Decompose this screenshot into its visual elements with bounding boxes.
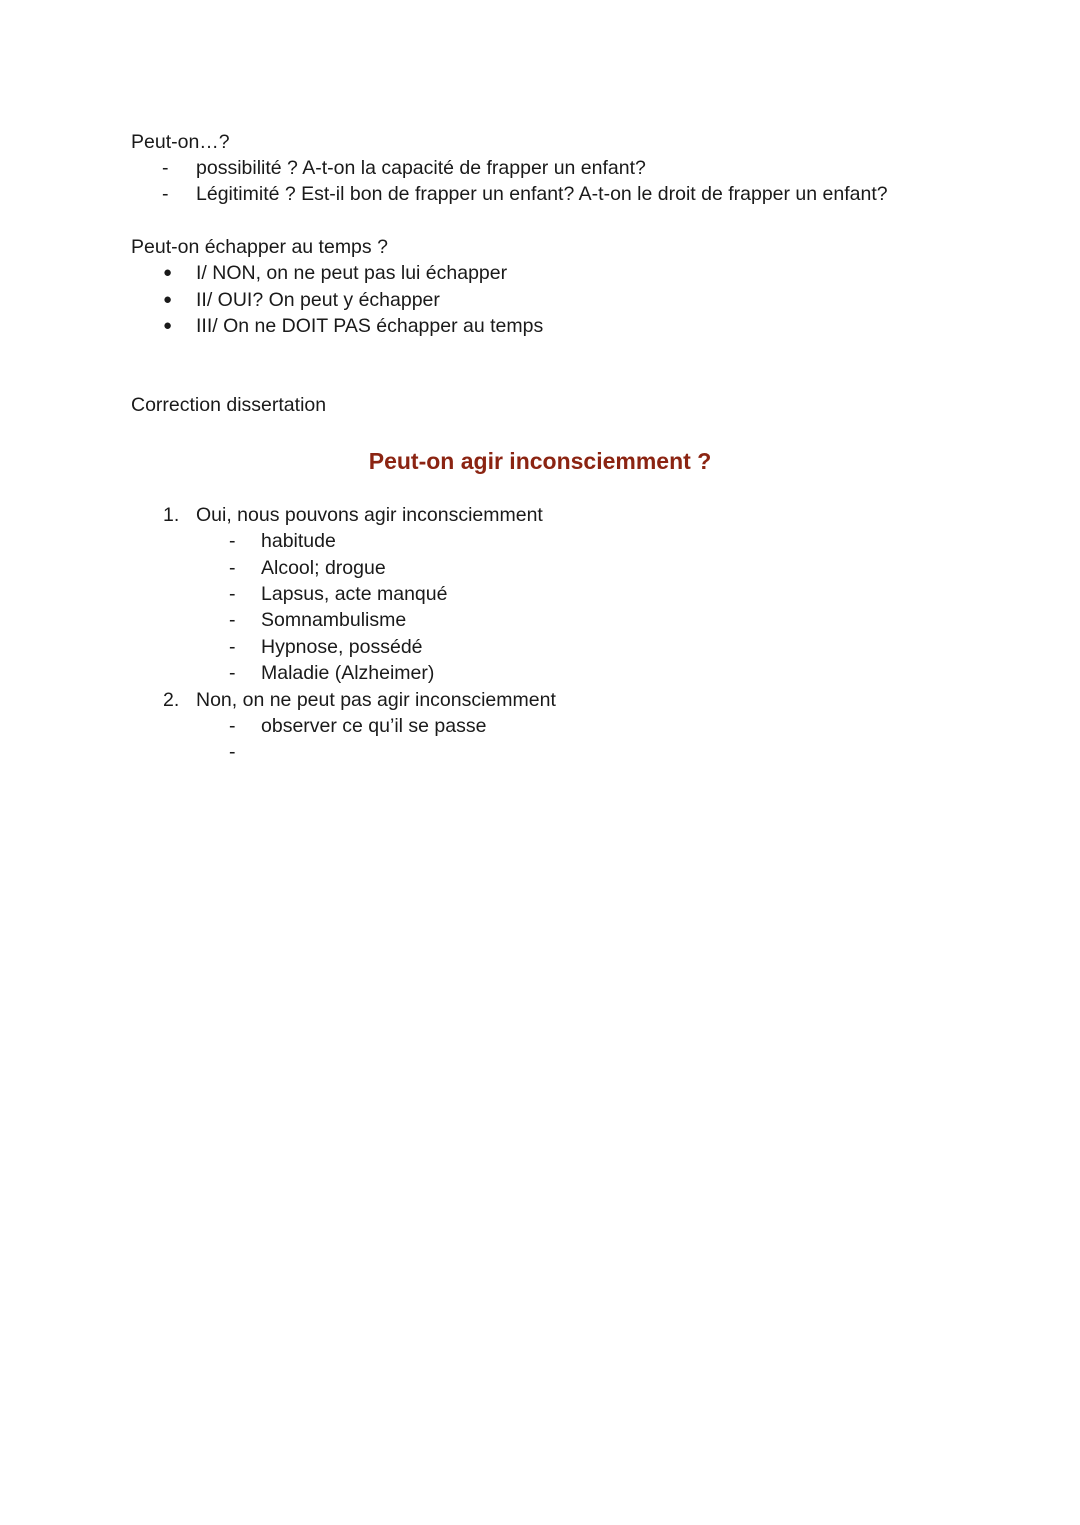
list-item: II/ OUI? On peut y échapper <box>196 289 440 311</box>
bullet-icon: ● <box>163 291 173 308</box>
dash-marker: - <box>162 183 169 205</box>
dash-marker: - <box>229 662 236 684</box>
list-number: 1. <box>163 504 180 526</box>
bullet-icon: ● <box>163 317 173 334</box>
list-item: Légitimité ? Est-il bon de frapper un enfant? A-t-on le droit de frapper un enfant? <box>196 183 888 205</box>
part-heading: Oui, nous pouvons agir inconsciemment <box>196 504 543 526</box>
dash-marker: - <box>229 715 236 737</box>
list-item: III/ On ne DOIT PAS échapper au temps <box>196 315 544 337</box>
document-title: Peut-on agir inconsciemment ? <box>368 448 712 474</box>
part-heading: Non, on ne peut pas agir inconsciemment <box>196 689 556 711</box>
section-heading: Peut-on…? <box>131 131 230 153</box>
list-item: Alcool; drogue <box>261 557 386 579</box>
dash-marker: - <box>229 583 236 605</box>
list-item: Somnambulisme <box>261 609 407 631</box>
list-item: possibilité ? A-t-on la capacité de frapper un enfant? <box>196 157 646 179</box>
list-item: I/ NON, on ne peut pas lui échapper <box>196 262 508 284</box>
dash-marker: - <box>229 530 236 552</box>
dash-marker: - <box>162 157 169 179</box>
dash-marker: - <box>229 741 236 763</box>
dash-marker: - <box>229 609 236 631</box>
dash-marker: - <box>229 557 236 579</box>
list-item: observer ce qu’il se passe <box>261 715 487 737</box>
list-item: Lapsus, acte manqué <box>261 583 448 605</box>
list-item: habitude <box>261 530 336 552</box>
section-heading: Correction dissertation <box>131 394 327 416</box>
list-number: 2. <box>163 689 180 711</box>
section-heading: Peut-on échapper au temps ? <box>131 236 388 258</box>
list-item: Hypnose, possédé <box>261 636 423 658</box>
bullet-icon: ● <box>163 264 173 281</box>
list-item: Maladie (Alzheimer) <box>261 662 435 684</box>
dash-marker: - <box>229 636 236 658</box>
